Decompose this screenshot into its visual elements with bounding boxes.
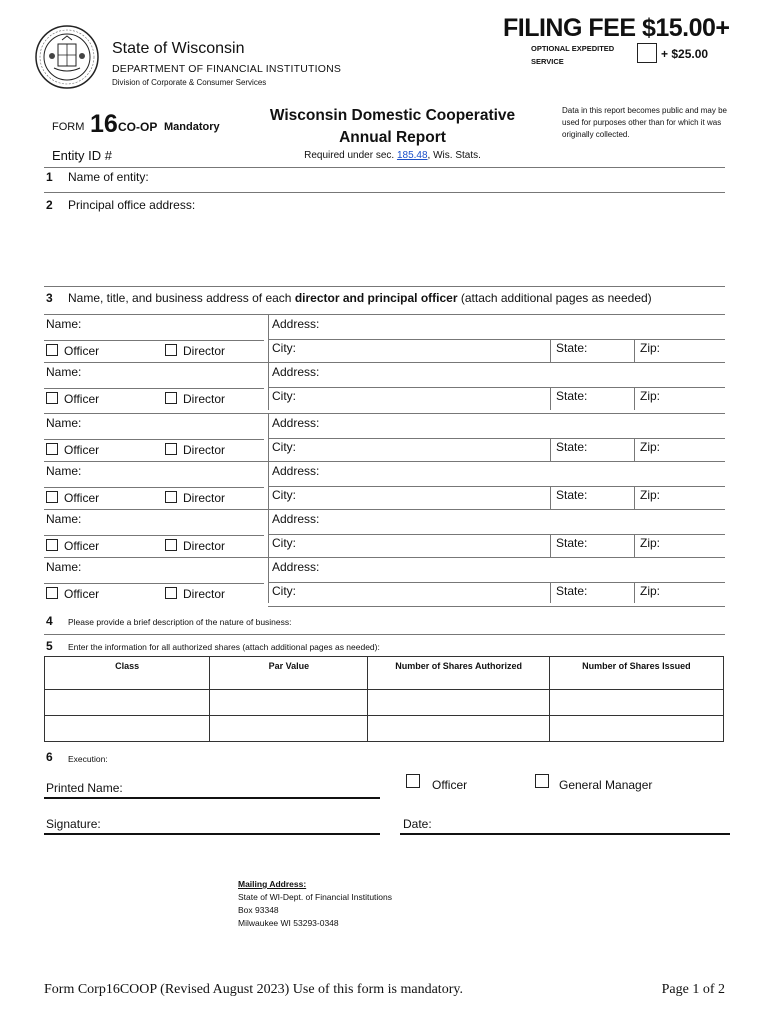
officer-zip-label: Zip: <box>640 341 661 355</box>
officer-address-label: Address: <box>272 512 320 526</box>
optional-expedited-label: OPTIONAL EXPEDITED SERVICE <box>531 44 615 66</box>
officer-name-label: Name: <box>46 560 82 574</box>
director-checkbox-item[interactable]: Director <box>165 539 225 553</box>
officer-name-label: Name: <box>46 416 82 430</box>
shares-label: Enter the information for all authorized shares (attach additional pages as needed): <box>68 642 380 652</box>
officer-checkbox-item[interactable]: Officer <box>46 392 99 406</box>
footer-page-number: Page 1 of 2 <box>661 982 725 997</box>
officer-state-label: State: <box>556 389 588 403</box>
shares-cell[interactable] <box>368 716 549 742</box>
form-number: 16 <box>90 110 118 138</box>
director-checkbox-item[interactable]: Director <box>165 587 225 601</box>
officer-checkbox[interactable] <box>46 443 58 455</box>
officer-address-label: Address: <box>272 416 320 430</box>
officer-address-label: Address: <box>272 365 320 379</box>
mailing-line1: State of WI-Dept. of Financial Institutions <box>238 892 393 902</box>
mailing-heading: Mailing Address: <box>238 879 307 889</box>
officer-state-label: State: <box>556 488 588 502</box>
officer-checkbox[interactable] <box>46 491 58 503</box>
officer-city-label: City: <box>272 488 296 502</box>
section-number-2: 2 <box>46 198 53 212</box>
officer-checkbox[interactable] <box>46 539 58 551</box>
form-label: FORM <box>52 121 85 133</box>
principal-office-label: Principal office address: <box>68 198 196 212</box>
officer-city-label: City: <box>272 389 296 403</box>
shares-header-par-value: Par Value <box>210 657 368 690</box>
officer-checkbox-item[interactable]: Officer <box>46 491 99 505</box>
officer-state-label: State: <box>556 341 588 355</box>
exec-officer-label: Officer <box>432 778 468 792</box>
section-number-1: 1 <box>46 170 53 184</box>
shares-cell[interactable] <box>368 690 549 716</box>
shares-cell[interactable] <box>210 716 368 742</box>
filing-fee: FILING FEE $15.00+ <box>503 14 730 42</box>
officer-state-label: State: <box>556 584 588 598</box>
mailing-line3: Milwaukee WI 53293-0348 <box>238 918 339 928</box>
officer-city-label: City: <box>272 536 296 550</box>
shares-header-authorized: Number of Shares Authorized <box>368 657 549 690</box>
statute-link[interactable]: 185.48 <box>396 150 428 161</box>
printed-name-field[interactable] <box>44 797 380 799</box>
form-suffix: CO-OP <box>118 120 158 134</box>
division-name: Division of Corporate & Consumer Services <box>112 78 267 87</box>
section-number-3: 3 <box>46 291 53 305</box>
officer-zip-label: Zip: <box>640 584 661 598</box>
officer-name-label: Name: <box>46 365 82 379</box>
department-name: DEPARTMENT OF FINANCIAL INSTITUTIONS <box>112 63 342 75</box>
officer-checkbox[interactable] <box>46 392 58 404</box>
form-title-line1: Wisconsin Domestic Cooperative <box>269 107 516 124</box>
entity-name-label: Name of entity: <box>68 170 149 184</box>
state-name: State of Wisconsin <box>112 40 245 57</box>
form-title-line2: Annual Report <box>339 129 446 146</box>
director-checkbox[interactable] <box>165 491 177 503</box>
exec-officer-checkbox[interactable] <box>406 774 420 788</box>
officer-city-label: City: <box>272 584 296 598</box>
officer-checkbox-item[interactable]: Officer <box>46 587 99 601</box>
mailing-address <box>238 878 392 930</box>
directors-label: Name, title, and business address of each director and principal officer (attach additional pages as needed) <box>68 291 652 305</box>
footer-form-info: Form Corp16COOP (Revised August 2023) Use of this form is mandatory. <box>44 982 463 997</box>
business-nature-label: Please provide a brief description of the nature of business: <box>68 617 292 627</box>
officer-checkbox-item[interactable]: Officer <box>46 443 99 457</box>
shares-cell[interactable] <box>45 716 210 742</box>
shares-cell[interactable] <box>45 690 210 716</box>
officer-address-label: Address: <box>272 560 320 574</box>
shares-header-class: Class <box>45 657 210 690</box>
signature-label: Signature: <box>46 817 101 831</box>
execution-label: Execution: <box>68 754 108 764</box>
statute-requirement: Required under sec. 185.48, Wis. Stats. <box>304 150 481 161</box>
director-checkbox-item[interactable]: Director <box>165 491 225 505</box>
officer-zip-label: Zip: <box>640 440 661 454</box>
officer-state-label: State: <box>556 440 588 454</box>
business-nature-field[interactable] <box>44 634 725 635</box>
officer-zip-label: Zip: <box>640 536 661 550</box>
director-checkbox-item[interactable]: Director <box>165 344 225 358</box>
section-number-6: 6 <box>46 750 53 764</box>
principal-office-field[interactable] <box>44 286 725 287</box>
general-manager-checkbox[interactable] <box>535 774 549 788</box>
mailing-line2: Box 93348 <box>238 905 279 915</box>
general-manager-label: General Manager <box>559 778 653 792</box>
section-number-5: 5 <box>46 639 53 653</box>
entity-name-field[interactable] <box>44 192 725 193</box>
printed-name-label: Printed Name: <box>46 781 123 795</box>
director-checkbox[interactable] <box>165 443 177 455</box>
entity-id-label: Entity ID # <box>52 148 112 163</box>
shares-cell[interactable] <box>549 690 723 716</box>
section-number-4: 4 <box>46 614 53 628</box>
officer-name-label: Name: <box>46 464 82 478</box>
table-row <box>45 690 724 716</box>
shares-table <box>44 656 724 742</box>
officer-zip-label: Zip: <box>640 488 661 502</box>
officer-name-label: Name: <box>46 317 82 331</box>
date-label: Date: <box>403 817 432 831</box>
officer-checkbox-item[interactable]: Officer <box>46 344 99 358</box>
state-seal-icon <box>34 24 100 90</box>
officer-checkbox-item[interactable]: Officer <box>46 539 99 553</box>
form-mandatory: Mandatory <box>164 121 220 133</box>
date-field[interactable] <box>400 833 730 835</box>
officer-name-label: Name: <box>46 512 82 526</box>
officer-city-label: City: <box>272 341 296 355</box>
shares-cell[interactable] <box>210 690 368 716</box>
director-checkbox[interactable] <box>165 392 177 404</box>
table-row <box>45 716 724 742</box>
director-checkbox[interactable] <box>165 344 177 356</box>
shares-cell[interactable] <box>549 716 723 742</box>
officer-address-label: Address: <box>272 317 320 331</box>
director-checkbox-item[interactable]: Director <box>165 392 225 406</box>
public-data-note: Data in this report becomes public and may be used for purposes other than for which it was originally collected. <box>562 106 727 139</box>
officer-state-label: State: <box>556 536 588 550</box>
officer-checkbox[interactable] <box>46 587 58 599</box>
officer-city-label: City: <box>272 440 296 454</box>
shares-header-issued: Number of Shares Issued <box>549 657 723 690</box>
signature-field[interactable] <box>44 833 380 835</box>
officer-checkbox[interactable] <box>46 344 58 356</box>
director-checkbox[interactable] <box>165 587 177 599</box>
expedited-fee: + $25.00 <box>661 47 709 61</box>
director-checkbox-item[interactable]: Director <box>165 443 225 457</box>
director-checkbox[interactable] <box>165 539 177 551</box>
expedited-checkbox[interactable] <box>637 43 657 63</box>
officer-zip-label: Zip: <box>640 389 661 403</box>
officer-address-label: Address: <box>272 464 320 478</box>
